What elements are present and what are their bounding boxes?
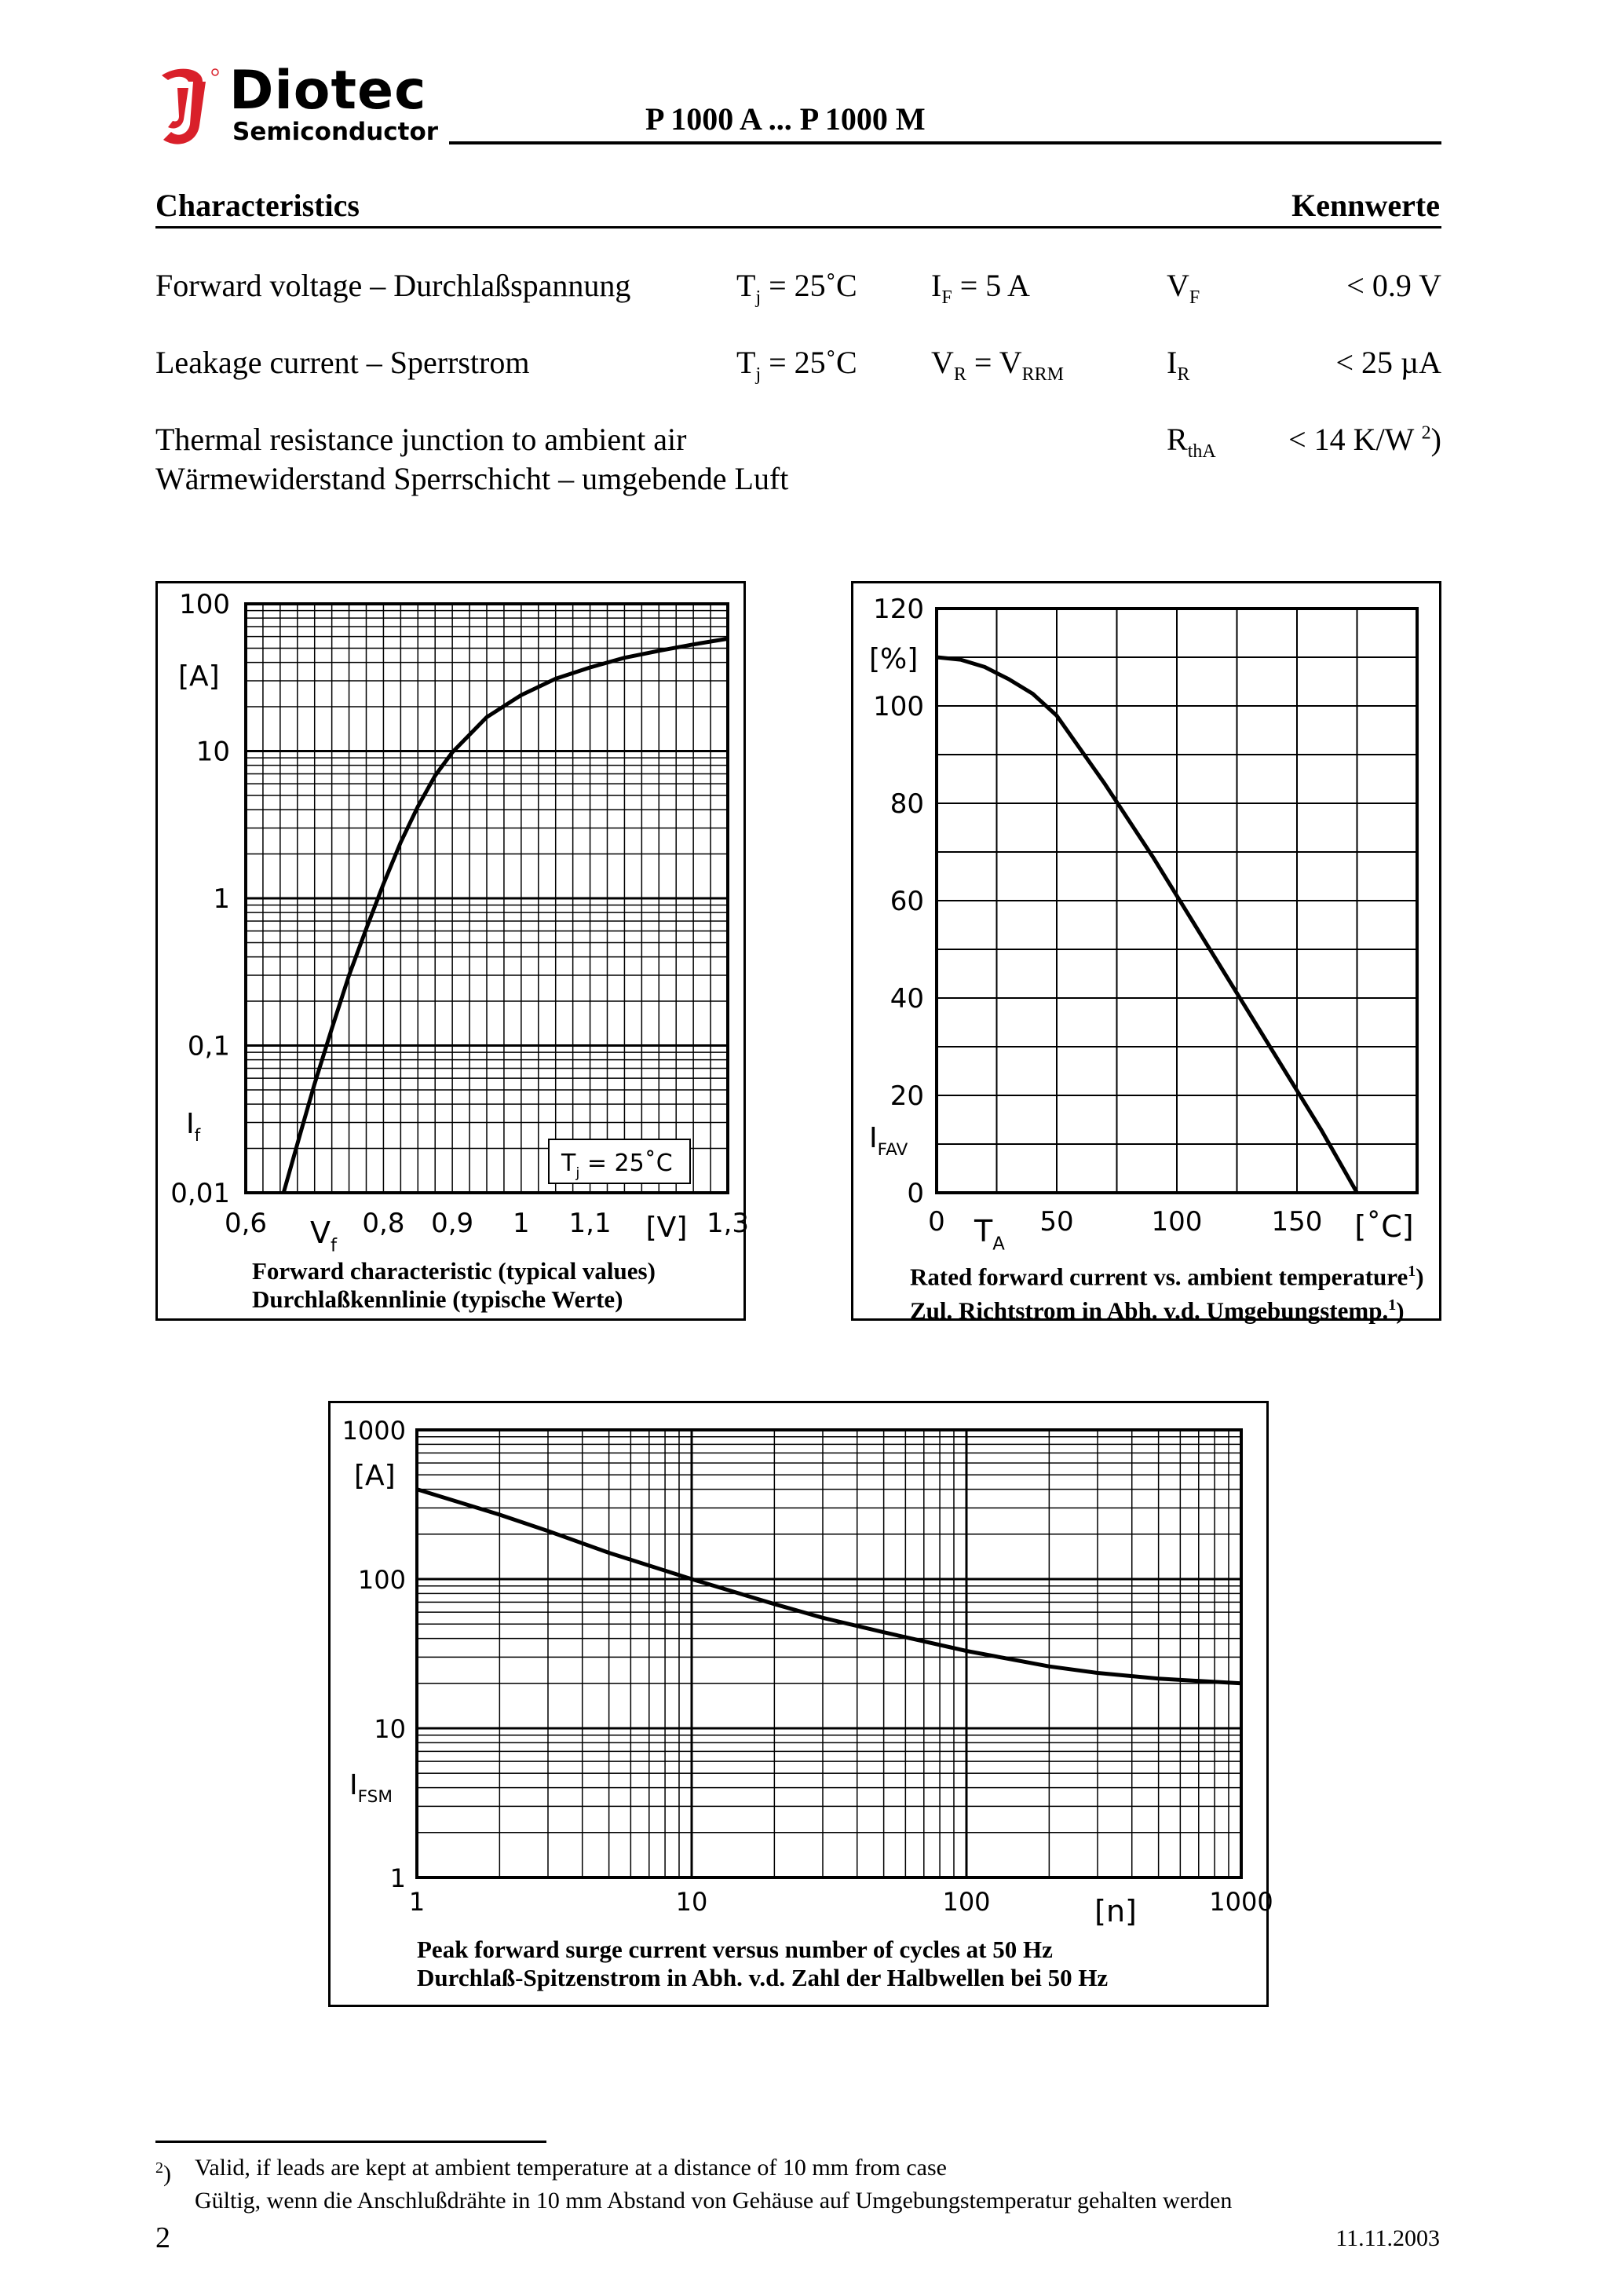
y-tick-label: 0: [907, 1178, 924, 1209]
section-title-left: Characteristics: [155, 188, 360, 223]
chart-surge-current: [328, 1401, 1273, 2007]
chart-caption: [910, 1257, 1424, 1325]
cond-value: = 25˚C: [761, 268, 857, 303]
spec-condition-2: [931, 344, 1064, 386]
symbol-letter: I: [1167, 345, 1178, 380]
caption-title: [910, 1257, 1424, 1291]
x-tick-label: 1: [408, 1887, 426, 1917]
y-unit-label: [A]: [354, 1460, 396, 1492]
caption-title: Peak forward surge current versus number of cycles at 50 Hz: [417, 1936, 1053, 1963]
x-tick-label: 10: [675, 1887, 708, 1917]
x-tick-label: 150: [1271, 1206, 1323, 1238]
spec-label: Thermal resistance junction to ambient air: [155, 422, 687, 457]
x-unit-label: [V]: [645, 1212, 688, 1244]
footnote-line-1: Valid, if leads are kept at ambient temperature at a distance of 10 mm from case: [195, 2155, 947, 2181]
caption-title-text: Rated forward current vs. ambient temperature: [910, 1263, 1408, 1291]
y-tick-label: 40: [890, 983, 924, 1015]
diotec-logo-icon: [154, 64, 225, 151]
y-tick-label: 0,01: [170, 1178, 230, 1209]
symbol-subscript: thA: [1187, 441, 1216, 462]
x-tick-label: 1,1: [568, 1208, 612, 1239]
document-title: P 1000 A ... P 1000 M: [645, 101, 926, 137]
y-axis-label: $I_{FAV}$: [869, 1122, 908, 1161]
spec-value: < 25 µA: [1335, 345, 1441, 380]
spec-label: Forward voltage – Durchlaßspannung: [155, 268, 631, 303]
spec-value: < 0.9 V: [1346, 268, 1441, 303]
footnote-mark: [155, 2152, 171, 2191]
x-unit-label: [˚C]: [1354, 1209, 1414, 1244]
symbol-subscript: F: [1189, 287, 1200, 308]
y-unit-label: [A]: [178, 660, 220, 693]
y-tick-label: 0,1: [187, 1030, 230, 1062]
footnote-ref: 2: [1421, 422, 1431, 444]
series-line: [283, 638, 728, 1193]
y-tick-label: 20: [890, 1080, 924, 1112]
chart-caption: [252, 1257, 656, 1314]
cond-value: = V: [966, 345, 1022, 380]
plot-frame: [417, 1430, 1241, 1877]
chart-rated-forward-current: [851, 581, 1441, 1325]
brand-subtitle: Semiconductor: [232, 118, 439, 146]
cond-symbol: T: [736, 268, 756, 303]
y-axis-label: $I_f$: [186, 1108, 201, 1146]
footnote-ref-paren: ): [1416, 1263, 1424, 1291]
spec-condition-1: [736, 344, 857, 386]
x-axis-label: $T_A$: [974, 1214, 1005, 1255]
spec-row-thermal-resistance: [155, 421, 1441, 507]
spec-condition-2: [931, 267, 1030, 309]
caption-subtitle: Durchlaß-Spitzenstrom in Abh. v.d. Zahl der Halbwellen bei 50 Hz: [417, 1964, 1109, 1991]
x-tick-label: 1000: [1209, 1887, 1273, 1917]
x-tick-label: 0,6: [224, 1208, 268, 1239]
cond-value: = 25˚C: [761, 345, 857, 380]
x-unit-label: [n]: [1094, 1894, 1137, 1929]
forward-characteristic-plot: [158, 583, 750, 1318]
brand-logo: [154, 60, 468, 151]
spec-value: [1288, 421, 1441, 458]
cond-subscript: j: [755, 287, 762, 308]
spec-symbol: [1167, 267, 1200, 309]
spec-symbol: [1167, 344, 1189, 386]
x-tick-label: 0,8: [362, 1208, 405, 1239]
cond-symbol: T: [736, 345, 756, 380]
y-tick-label: 100: [357, 1565, 406, 1595]
footnote-ref-paren: ): [1396, 1296, 1405, 1325]
footnote-ref-paren: ): [1430, 422, 1441, 457]
y-tick-label: 1000: [342, 1416, 406, 1446]
document-date: 11.11.2003: [1335, 2225, 1440, 2251]
footnote-line-2: Gültig, wenn die Anschlußdrähte in 10 mm Abstand von Gehäuse auf Umgebungstemperatur gehalten werden: [195, 2188, 1233, 2214]
annotation-text: $T_j$ = 25˚C: [561, 1150, 673, 1182]
caption-subtitle: [910, 1291, 1424, 1325]
y-tick-label: 80: [890, 788, 924, 820]
cond-symbol: I: [931, 268, 942, 303]
cond-subscript: R: [953, 364, 966, 385]
x-tick-label: 1: [513, 1208, 530, 1239]
value-text: < 14 K/W: [1288, 422, 1422, 457]
x-tick-label: 100: [942, 1887, 991, 1917]
caption-title: Forward characteristic (typical values): [252, 1257, 656, 1285]
footnote-paren: ): [163, 2161, 171, 2187]
footnote-number: 2: [155, 2159, 163, 2177]
y-tick-label: 1: [389, 1863, 406, 1893]
chart-forward-characteristic: [155, 581, 750, 1321]
y-tick-label: 10: [195, 736, 230, 768]
x-tick-label: 50: [1039, 1206, 1074, 1238]
x-tick-label: 0: [928, 1206, 945, 1238]
spec-condition-1: [736, 267, 857, 309]
symbol-letter: R: [1167, 422, 1188, 457]
spec-row-forward-voltage: [155, 267, 1441, 314]
section-title-right: Kennwerte: [1291, 188, 1440, 223]
y-tick-label: 120: [873, 594, 924, 625]
header-rule: [449, 141, 1441, 144]
y-tick-label: 100: [179, 589, 230, 620]
brand-name: Diotec: [229, 60, 427, 122]
cond-symbol: V: [931, 345, 954, 380]
footnote-ref: 1: [1388, 1296, 1397, 1314]
x-tick-label: 0,9: [431, 1208, 474, 1239]
cond-subscript: F: [941, 287, 952, 308]
spec-label-german: Wärmewiderstand Sperrschicht – umgebende Luft: [155, 461, 789, 496]
y-tick-label: 10: [374, 1714, 406, 1744]
caption-subtitle: Durchlaßkennlinie (typische Werte): [252, 1285, 623, 1313]
chart-caption: [417, 1936, 1108, 1992]
spec-symbol: [1167, 421, 1216, 462]
rated-current-plot: [853, 583, 1439, 1318]
spec-label: Leakage current – Sperrstrom: [155, 345, 530, 380]
y-tick-label: 100: [873, 691, 924, 722]
y-tick-label: 1: [213, 883, 230, 915]
cond-subscript: RRM: [1021, 364, 1064, 385]
series-line: [937, 657, 1357, 1193]
cond-subscript: j: [755, 364, 762, 385]
section-rule: [155, 226, 1441, 229]
x-tick-label: 100: [1151, 1206, 1203, 1238]
page-number: 2: [155, 2221, 170, 2254]
x-tick-label: 1,3: [706, 1208, 750, 1239]
y-axis-label: $I_{FSM}$: [349, 1769, 393, 1808]
y-tick-label: 60: [890, 886, 924, 917]
footnote: [155, 2152, 1232, 2217]
symbol-letter: V: [1167, 268, 1189, 303]
spec-row-leakage-current: [155, 344, 1441, 391]
cond-value: = 5 A: [952, 268, 1030, 303]
x-axis-label: $V_f$: [310, 1216, 338, 1256]
footnote-ref: 1: [1408, 1263, 1416, 1280]
caption-subtitle-text: Zul. Richtstrom in Abh. v.d. Umgebungstemp.: [910, 1296, 1389, 1325]
symbol-subscript: R: [1177, 364, 1190, 385]
footnote-rule: [155, 2141, 546, 2143]
surge-current-plot: [331, 1403, 1273, 2005]
y-unit-label: [%]: [869, 643, 919, 675]
